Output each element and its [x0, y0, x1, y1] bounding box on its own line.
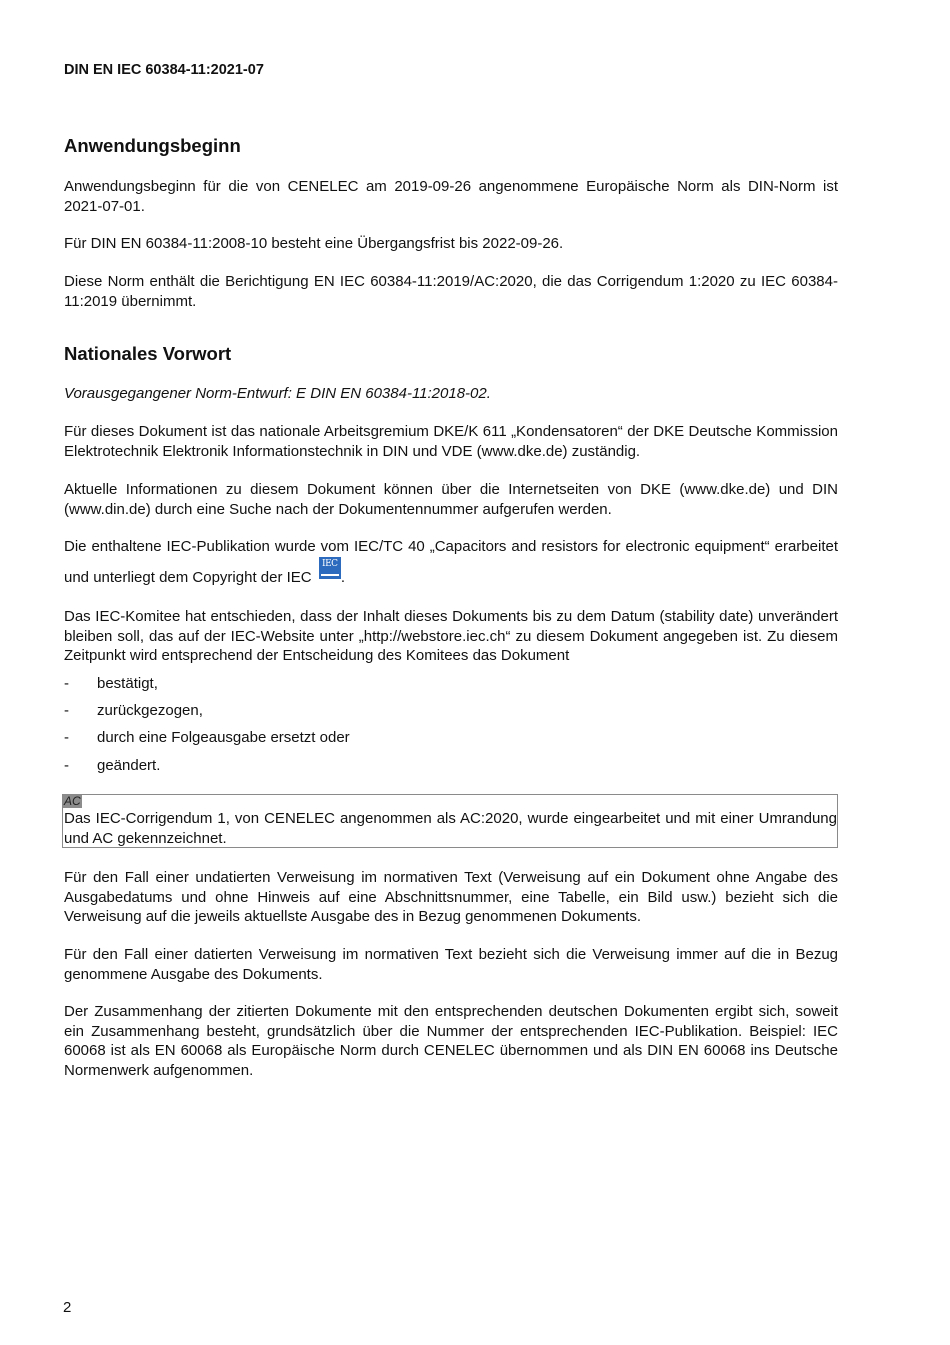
list-item-text: durch eine Folgeausgabe ersetzt oder [97, 729, 350, 746]
document-id-header: DIN EN IEC 60384-11:2021-07 [64, 62, 264, 78]
iec-publikation-text: Die enthaltene IEC-Publikation wurde vom IEC/TC 40 „Capacitors and resistors for electronic equipment“ erarbeitet und unterliegt dem Copyright der IEC [64, 538, 838, 586]
paragraph-aktuelle-informationen: Aktuelle Informationen zu diesem Dokument können über die Internetseiten von DKE (www.dke.de) und DIN (www.din.de) durch eine Suche nach der Dokumentennummer aufgerufen werden. [64, 481, 838, 518]
list-dash: - [64, 729, 69, 746]
ac-tag: AC [64, 794, 81, 808]
page-number: 2 [63, 1299, 72, 1316]
paragraph-zusammenhang: Der Zusammenhang der zitierten Dokumente mit den entsprechenden deutschen Dokumenten ergibt sich, soweit ein Zusammenhang besteht, grundsätzlich über die Nummer der entsprechenden IEC-Publikation. Beispiel: IEC 60068 ist als EN 60068 als Europäische Norm durch CENELEC übernommen und als DIN EN 60068 ins Deutsche Normenwerk aufgenommen. [64, 1003, 838, 1079]
list-dash: - [64, 675, 69, 692]
iec-logo-icon: IEC [319, 557, 341, 579]
ac-corrigendum-text: Das IEC-Corrigendum 1, von CENELEC angenommen als AC:2020, wurde eingearbeitet und mit einer Umrandung und AC gekennzeichnet. [64, 810, 837, 847]
list-item-text: zurückgezogen, [97, 702, 203, 719]
list-dash: - [64, 757, 69, 774]
section-title-nationales-vorwort: Nationales Vorwort [64, 343, 232, 364]
list-dash: - [64, 702, 69, 719]
paragraph-iec-komitee: Das IEC-Komitee hat entschieden, dass der Inhalt dieses Dokuments bis zu dem Datum (stability date) unverändert bleiben soll, das auf der IEC-Website unter „http://webstore.iec.ch“ zu diesem Dokument angegeben ist. Zu diesem Zeitpunkt wird entsprechend der Entscheidung des Komitees das Dokument [64, 608, 838, 664]
ac-corrigendum-box [62, 794, 838, 848]
paragraph-berichtigung: Diese Norm enthält die Berichtigung EN IEC 60384-11:2019/AC:2020, die das Corrigendum 1:2020 zu IEC 60384-11:2019 übernimmt. [64, 273, 838, 310]
paragraph-anwendungsbeginn: Anwendungsbeginn für die von CENELEC am 2019-09-26 angenommene Europäische Norm als DIN-Norm ist 2021-07-01. [64, 178, 838, 215]
list-item-text: geändert. [97, 757, 161, 774]
paragraph-undatierte-verweisung: Für den Fall einer undatierten Verweisung im normativen Text (Verweisung auf ein Dokument ohne Angabe des Ausgabedatums und ohne Hinweis auf eine Abschnittsnummer, eine Tabelle, ein Bild usw.) bezieht sich die Verweisung auf die jeweils aktuellste Ausgabe des in Bezug genommenen Dokuments. [64, 869, 838, 925]
paragraph-arbeitsgremium: Für dieses Dokument ist das nationale Arbeitsgremium DKE/K 611 „Kondensatoren“ der DKE Deutsche Kommission Elektrotechnik Elektronik Informationstechnik in DIN und VDE (www.dke.de) zuständig. [64, 423, 838, 460]
paragraph-datierte-verweisung: Für den Fall einer datierten Verweisung im normativen Text bezieht sich die Verweisung immer auf die in Bezug genommene Ausgabe des Dokuments. [64, 946, 838, 983]
paragraph-uebergangsfrist: Für DIN EN 60384-11:2008-10 besteht eine Übergangsfrist bis 2022-09-26. [64, 235, 564, 252]
iec-publikation-end: . [340, 568, 345, 586]
section-title-anwendungsbeginn: Anwendungsbeginn [64, 135, 241, 156]
paragraph-norm-entwurf: Vorausgegangener Norm-Entwurf: E DIN EN 60384-11:2018-02. [64, 385, 491, 402]
list-item-text: bestätigt, [97, 675, 158, 692]
paragraph-iec-publikation [64, 537, 838, 587]
